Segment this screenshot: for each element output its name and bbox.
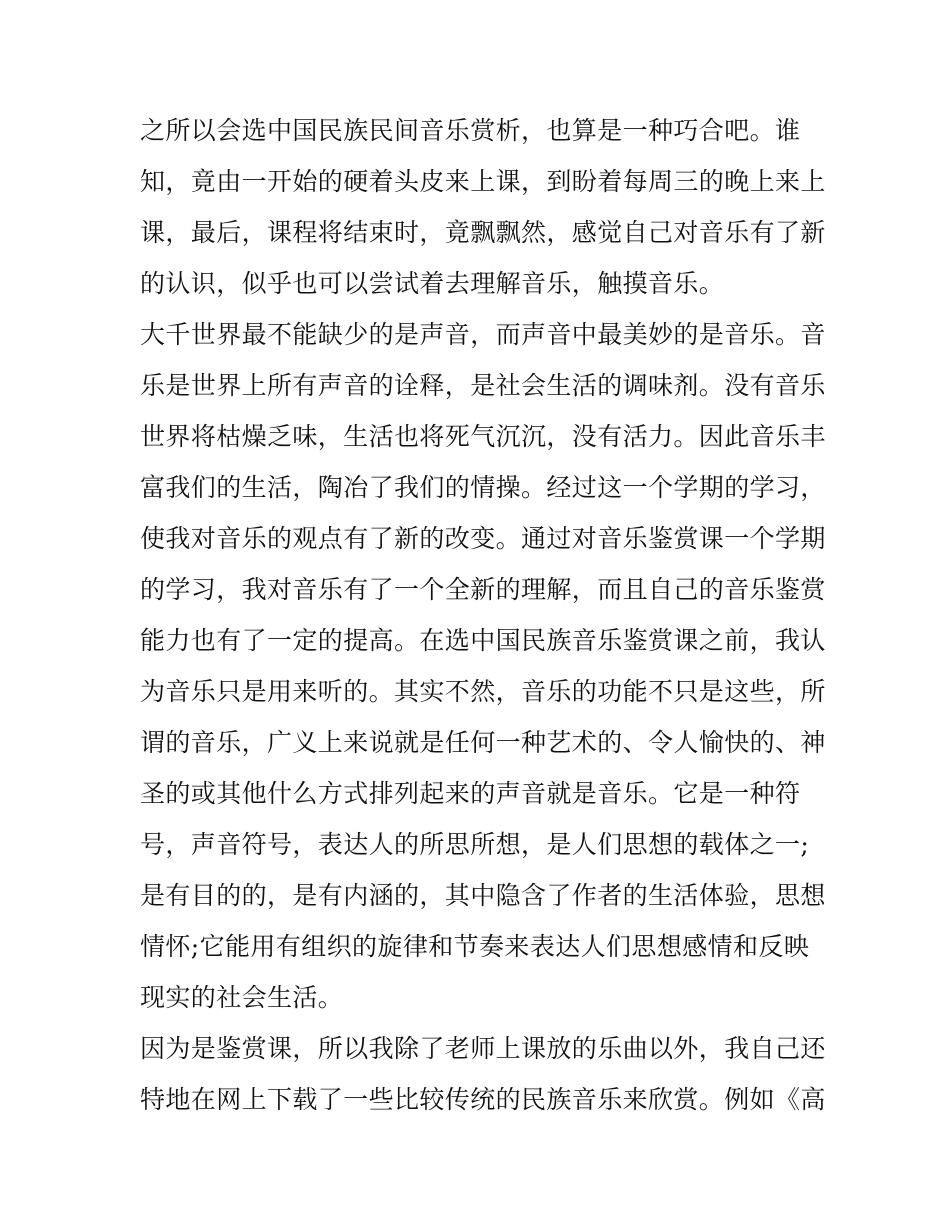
text-line: 的认识，似乎也可以尝试着去理解音乐，触摸音乐。	[140, 269, 725, 298]
text-line: 富我们的生活，陶冶了我们的情操。经过这一个学期的学习，	[140, 473, 826, 502]
text-line: 能力也有了一定的提高。在选中国民族音乐鉴赏课之前，我认	[140, 626, 826, 655]
text-line: 特地在网上下载了一些比较传统的民族音乐来欣赏。例如《高	[140, 1085, 826, 1114]
text-line: 课，最后，课程将结束时，竟飘飘然，感觉自己对音乐有了新	[140, 218, 826, 247]
text-line: 世界将枯燥乏味，生活也将死气沉沉，没有活力。因此音乐丰	[140, 422, 826, 451]
text-line: 大千世界最不能缺少的是声音，而声音中最美妙的是音乐。音	[140, 320, 826, 349]
text-line: 圣的或其他什么方式排列起来的声音就是音乐。它是一种符	[140, 779, 801, 808]
document-body	[140, 105, 826, 1125]
text-line: 知，竟由一开始的硬着头皮来上课，到盼着每周三的晚上来上	[140, 167, 826, 196]
text-line: 为音乐只是用来听的。其实不然，音乐的功能不只是这些，所	[140, 677, 826, 706]
text-line: 现实的社会生活。	[140, 983, 344, 1012]
text-line: 因为是鉴赏课，所以我除了老师上课放的乐曲以外，我自己还	[140, 1034, 826, 1063]
text-line: 谓的音乐，广义上来说就是任何一种艺术的、令人愉快的、神	[140, 728, 826, 757]
text-line: 之所以会选中国民族民间音乐赏析，也算是一种巧合吧。谁	[140, 116, 801, 145]
text-line: 是有目的的，是有内涵的，其中隐含了作者的生活体验，思想	[140, 881, 826, 910]
text-line: 号，声音符号，表达人的所思所想，是人们思想的载体之一;	[140, 830, 810, 859]
text-line: 情怀;它能用有组织的旋律和节奏来表达人们思想感情和反映	[140, 932, 810, 961]
text-line: 的学习，我对音乐有了一个全新的理解，而且自己的音乐鉴赏	[140, 575, 826, 604]
text-line: 使我对音乐的观点有了新的改变。通过对音乐鉴赏课一个学期	[140, 524, 826, 553]
text-line: 乐是世界上所有声音的诠释，是社会生活的调味剂。没有音乐	[140, 371, 826, 400]
